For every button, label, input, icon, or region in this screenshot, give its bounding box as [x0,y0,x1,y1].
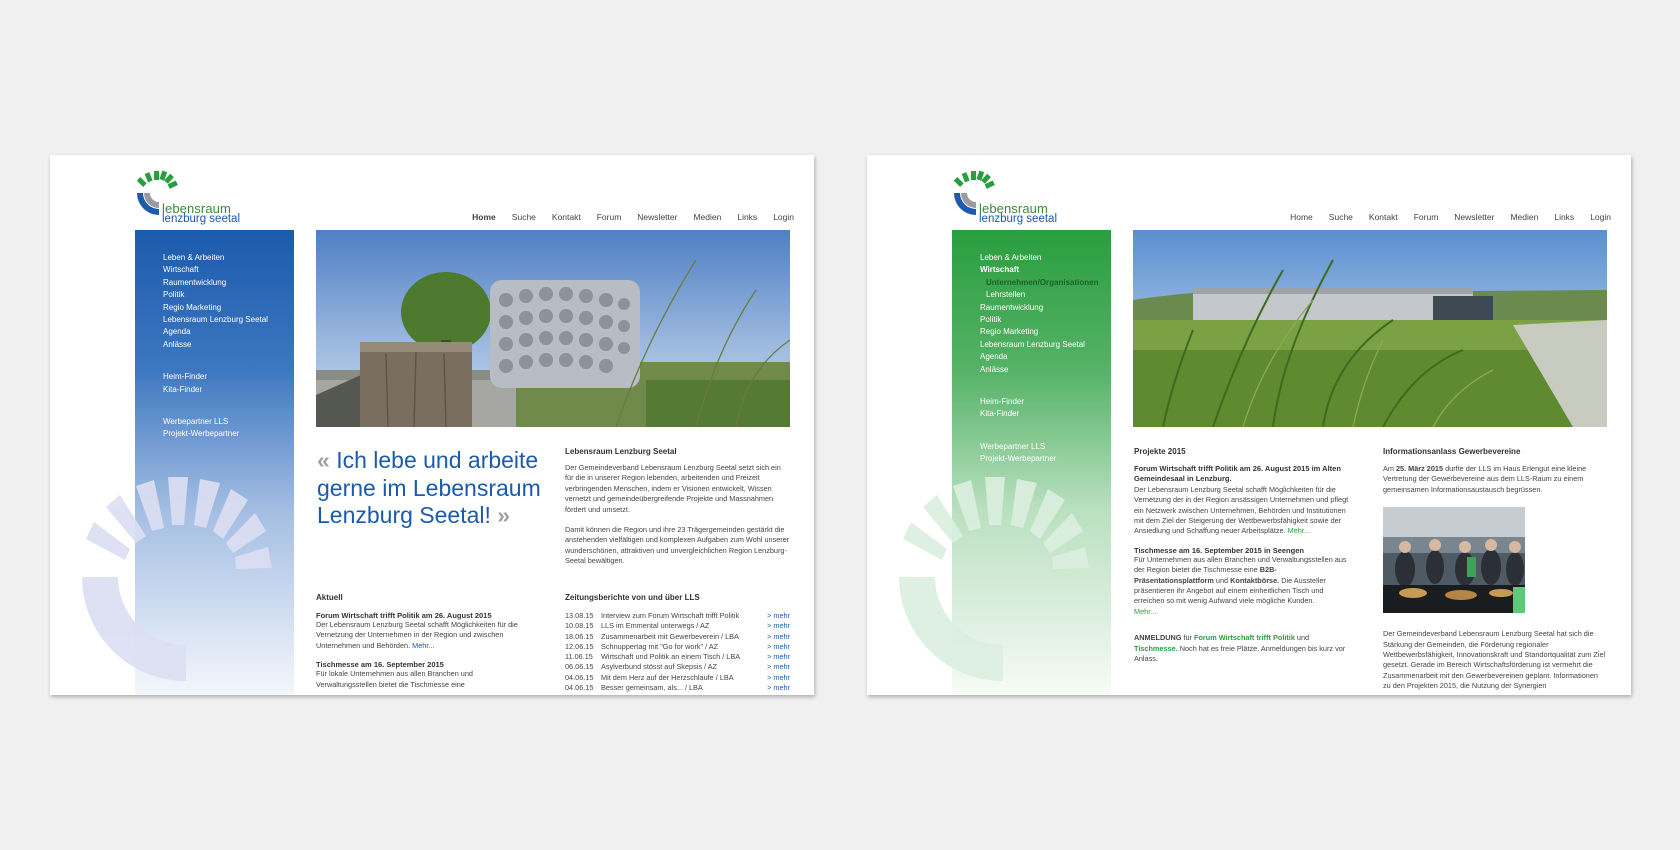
nav-newsletter[interactable]: Newsletter [1454,212,1495,222]
sidebar-item-politik[interactable]: Politik [980,314,1002,324]
press-item-date: 18.06.15 [565,631,594,641]
press-item[interactable] [565,652,790,662]
registration-link-forum[interactable]: Forum Wirtschaft trifft Politik [1194,633,1295,643]
press-item[interactable] [565,632,790,642]
logo-text-line1: lebensraum [162,201,231,216]
sidebar-item-heim-finder[interactable]: Heim-Finder [980,396,1025,406]
meeting-photo-image [1383,507,1525,613]
press-title: Zeitungsberichte von und über LLS [565,593,700,602]
sidebar-item-kita-finder[interactable]: Kita-Finder [163,384,203,394]
aktuell-section [316,593,531,690]
website-mockup-blue [50,155,814,695]
quote-text: Ich lebe und arbeite gerne im Lebensraum Lenzburg Seetal! [317,447,541,528]
sidebar-subitem-lehrstellen[interactable]: Lehrstellen [986,290,1026,300]
nav-forum[interactable]: Forum [596,212,622,222]
info-paragraph-2: Der Gemeindeverband Lebensraum Lenzburg Seetal hat sich die Stärkung der Gemeinden, die Förderung regionaler Wettbewerbsfähigkeit, Innovationskraft und Standortqualität zum Ziel gesetzt. Gerade im Bereich Wirtschaftsförderung ist vermehrt die Zusammenarbeit mit den Gewerbevereinen geplant. Informationen zu den Projekten 2015, die Nutzung der Synergien [1383,629,1606,691]
sidebar-item-wirtschaft[interactable]: Wirtschaft [980,265,1020,275]
nav-kontakt[interactable]: Kontakt [1368,212,1398,222]
logo-text-line2: lenzburg seetal [162,213,240,225]
press-item[interactable] [565,683,790,693]
press-item-title[interactable]: Interview zum Forum Wirtschaft trifft Politik [601,611,740,620]
sidebar-item-kita-finder[interactable]: Kita-Finder [980,409,1020,419]
sidebar-item-agenda[interactable]: Agenda [163,327,191,337]
press-item-title[interactable]: Asylverbund stösst auf Skepsis / AZ [601,662,717,672]
press-item-date: 11.06.15 [565,652,593,662]
press-list [565,611,790,693]
projekte-title: Projekte 2015 [1134,447,1186,456]
aktuell-title: Aktuell [316,593,343,602]
projekte-item1-title[interactable]: Forum Wirtschaft trifft Politik am 26. August 2015 im Alten Gemeindesaal in Lenzburg. [1134,464,1341,484]
quote-block [317,447,547,530]
nav-forum[interactable]: Forum [1413,212,1439,222]
nav-home[interactable]: Home [1290,212,1313,222]
hero-photo-field [1133,230,1607,427]
hero-image [316,230,790,427]
info-title: Informationsanlass Gewerbevereine [1383,447,1521,456]
press-item[interactable] [565,611,790,621]
projekte-item1-text: Der Lebensraum Lenzburg Seetal schafft Möglichkeiten für die Vernetzung der in der Region ansässigen Unternehmen und pflegt ein Netzwerk zwischen Unternehmen, Behörden und Institutionen mit dem Ziel der Steigerung der Wettbewerbsfähigkeit sowie der Ansiedlung und Schaffung neuer Arbeitsplätze. Mehr... [1134,484,1349,536]
nav-login[interactable]: Login [773,212,794,222]
press-item-more-link[interactable]: > mehr [767,621,790,631]
sidebar-item-projekt-werbepartner[interactable]: Projekt-Werbepartner [980,454,1057,464]
projekte-item2-text: Für Unternehmen aus allen Branchen und Verwaltungsstellen aus der Region bietet die Tischmesse eine B2B-Präsentationsplattform und Kontaktbörse. Die Aussteller präsentieren ihr Angebot auf einem einheitlichen Tisch und erreichen so mit wenig Aufwand viele mögliche Kunden. [1134,554,1347,606]
sidebar-item-wirtschaft[interactable]: Wirtschaft [163,265,199,275]
hero-image [1133,230,1607,427]
info-paragraph-1: Am 25. März 2015 durfte der LLS im Haus Erlengut eine kleine Vertretung der Gewerbevereine aus dem LLS-Raum zu einem gemeinsamen Informationsaustausch begrüssen. [1383,464,1587,494]
website-mockup-green [867,155,1631,695]
projekte-item1-more-link[interactable]: Mehr... [1287,526,1310,536]
press-item[interactable] [565,642,790,652]
nav-links[interactable]: Links [1554,212,1575,222]
info-section [1383,447,1607,692]
sidebar-item-regio-marketing[interactable]: Regio Marketing [163,302,222,312]
site-logo[interactable] [951,169,1061,225]
sidebar-item-werbepartner[interactable]: Werbepartner LLS [163,416,229,426]
press-item[interactable] [565,621,790,631]
press-item-date: 04.06.15 [565,672,594,682]
sidebar-item-projekt-werbepartner[interactable]: Projekt-Werbepartner [163,429,240,439]
press-item-more-link[interactable]: > mehr [767,641,790,651]
nav-suche[interactable]: Suche [1328,212,1353,222]
press-item[interactable] [565,662,790,672]
nav-medien[interactable]: Medien [1510,212,1539,222]
nav-kontakt[interactable]: Kontakt [551,212,581,222]
press-item-date: 04.06.15 [565,683,594,693]
nav-links[interactable]: Links [737,212,758,222]
press-item-date: 10.08.15 [565,621,594,631]
intro-paragraph-2: Damit können die Region und ihre 23 Trägergemeinden gestärkt die anstehenden vielfältigen und komplexen Aufgaben zum Wohl unserer wunderschönen, attraktiven und unvergleichlichen Region Lenzburg-Seetal bewältigen. [565,525,790,566]
press-item-title[interactable]: Wirtschaft und Politik an einem Tisch / LBA [601,652,741,662]
sidebar-menu [980,252,1098,465]
quote-close-mark: » [497,502,511,528]
sidebar-subitem-unternehmen[interactable]: Unternehmen/Organisationen [986,277,1099,287]
sidebar-item-heim-finder[interactable]: Heim-Finder [163,372,208,382]
press-item-date: 06.06.15 [565,662,594,672]
sidebar-item-lebensraum[interactable]: Lebensraum Lenzburg Seetal [163,314,268,324]
press-item-more-link[interactable]: > mehr [767,672,790,682]
nav-login[interactable]: Login [1590,212,1611,222]
press-item-date: 12.06.15 [565,641,594,651]
nav-newsletter[interactable]: Newsletter [637,212,678,222]
press-section [565,593,790,693]
press-item-more-link[interactable]: > mehr [767,683,790,693]
aktuell-item2-title[interactable]: Tischmesse am 16. September 2015 [316,660,444,670]
large-emblem-icon [897,473,1117,693]
sidebar-item-agenda[interactable]: Agenda [980,352,1008,362]
projekte-item2-title[interactable]: Tischmesse am 16. September 2015 in Seengen [1134,545,1304,555]
hero-photo-building [316,230,790,427]
sidebar-item-anlaesse[interactable]: Anlässe [980,364,1009,374]
intro-section [565,447,790,567]
meeting-photo [1383,507,1525,613]
press-item-title[interactable]: Mit dem Herz auf der Herzschlaufe / LBA [601,672,734,682]
press-item-more-link[interactable]: > mehr [767,631,790,641]
registration-link-tischmesse[interactable]: Tischmesse. [1134,643,1178,653]
sidebar-item-regio-marketing[interactable]: Regio Marketing [980,327,1039,337]
nav-suche[interactable]: Suche [511,212,536,222]
nav-home[interactable]: Home [472,212,496,222]
quote-open-mark: « [317,447,330,473]
large-emblem-icon [80,473,300,693]
logo-text-line1: lebensraum [979,201,1048,216]
top-navigation [1290,212,1611,222]
site-logo[interactable] [134,169,244,225]
sidebar-item-politik[interactable]: Politik [163,290,185,300]
sidebar-item-leben-arbeiten[interactable]: Leben & Arbeiten [163,253,225,262]
press-item-title[interactable]: Besser gemeinsam, als... / LBA [601,683,703,693]
press-item-more-link[interactable]: > mehr [767,652,790,662]
press-item-more-link[interactable]: > mehr [767,611,790,620]
projekte-item2-more-link[interactable]: Mehr... [1134,606,1157,616]
sidebar-item-werbepartner[interactable]: Werbepartner LLS [980,441,1046,451]
aktuell-item1-text: Der Lebensraum Lenzburg Seetal schafft Möglichkeiten für die Vernetzung der Unternehmen in der Region und zwischen Unternehmen und Behörden. Mehr... [316,620,518,650]
projekte-section [1134,447,1349,665]
intro-paragraph-1: Der Gemeindeverband Lebensraum Lenzburg Seetal setzt sich ein für die in unserer Region lebenden, arbeitenden und Freizeit verbringenden Menschen, indem er Visionen entwickelt, Wissen vernetzt und gemeindeübergreifende Projekte und Massnahmen fördert und umsetzt. [565,463,781,514]
sidebar-menu [163,252,268,441]
sidebar-item-lebensraum[interactable]: Lebensraum Lenzburg Seetal [980,339,1085,349]
nav-medien[interactable]: Medien [693,212,722,222]
press-item[interactable] [565,673,790,683]
top-navigation [472,212,794,222]
press-item-more-link[interactable]: > mehr [767,662,790,672]
sidebar-item-raumentwicklung[interactable]: Raumentwicklung [163,277,227,287]
intro-title: Lebensraum Lenzburg Seetal [565,447,677,456]
sidebar-item-leben-arbeiten[interactable]: Leben & Arbeiten [980,253,1042,262]
aktuell-item1-more-link[interactable]: Mehr... [412,640,435,650]
registration-note: ANMELDUNG für Forum Wirtschaft trifft Politik und Tischmesse. Noch hat es freie Plätze. Anmeldungen bis kurz vor Anlass. [1134,633,1346,664]
sidebar-item-anlaesse[interactable]: Anlässe [163,339,192,349]
aktuell-item1-title[interactable]: Forum Wirtschaft trifft Politik am 26. August 2015 [316,611,492,620]
press-item-title[interactable]: Schnuppertag mit "Go for work" / AZ [601,641,719,651]
press-item-date: 13.08.15 [565,611,594,620]
logo-text-line2: lenzburg seetal [979,213,1057,225]
press-item-title[interactable]: LLS im Emmental unterwegs / AZ [601,621,710,631]
sidebar-item-raumentwicklung[interactable]: Raumentwicklung [980,302,1044,312]
aktuell-item2-text: Für lokale Unternehmen aus allen Branchen und Verwaltungsstellen bietet die Tischmesse eine [316,669,473,689]
press-item-title[interactable]: Zusammenarbeit mit Gewerbeverein / LBA [601,631,739,641]
